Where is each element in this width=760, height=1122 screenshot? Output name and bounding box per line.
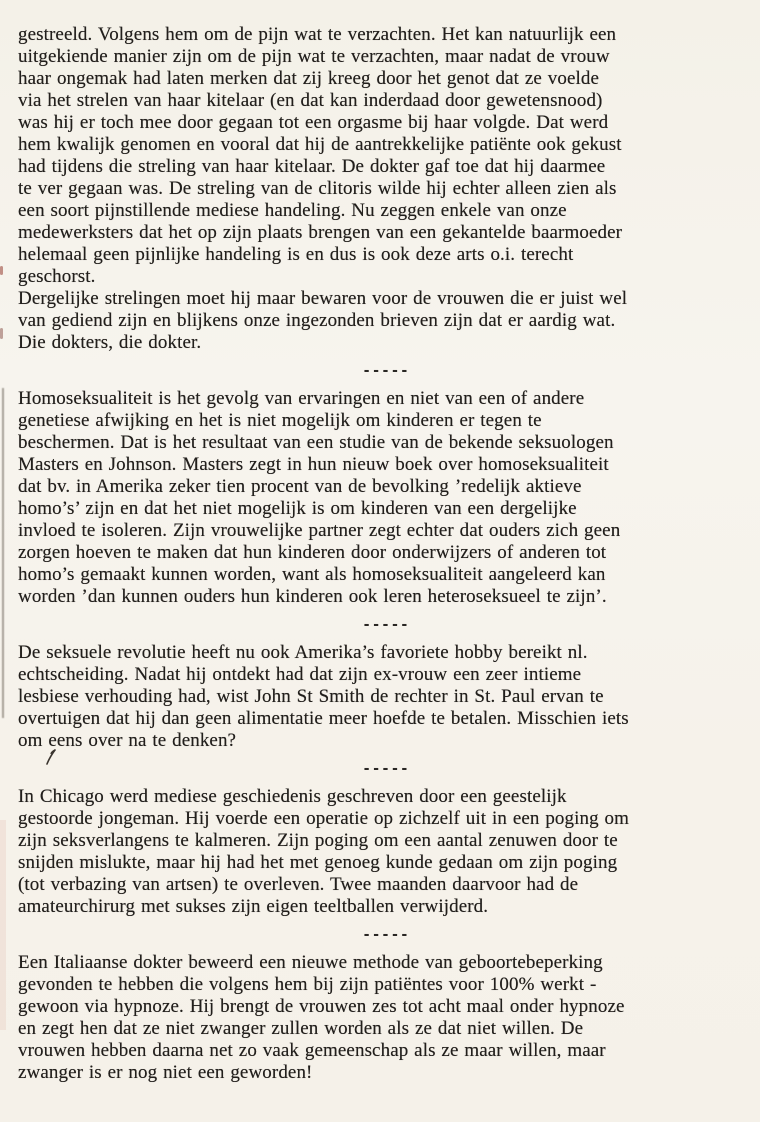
paragraph xyxy=(18,24,754,288)
text-line: beschermen. Dat is het resultaat van een studie van de bekende seksuologen xyxy=(18,432,614,453)
text-line: De seksuele revolutie heeft nu ook Amerika’s favoriete hobby bereikt nl. xyxy=(18,642,588,663)
section-separator xyxy=(18,354,754,388)
text-line: zorgen hoeven te maken dat hun kinderen door onderwijzers of anderen tot xyxy=(18,542,607,563)
text-line: uitgekiende manier zijn om de pijn wat te verzachten, maar nadat de vrouw xyxy=(18,46,610,67)
text-line: was hij er toch mee door gegaan tot een orgasme bij haar volgde. Dat werd xyxy=(18,112,609,133)
text-line: snijden mislukte, maar hij had het met genoeg kunde gedaan om zijn poging xyxy=(18,852,618,873)
text-line: Homoseksualiteit is het gevolg van ervaringen en niet van een of andere xyxy=(18,388,585,409)
text-line: medewerksters dat het op zijn plaats brengen van een gekantelde baarmoeder xyxy=(18,222,623,243)
text-line: gestoorde jongeman. Hij voerde een operatie op zichzelf uit in een poging om xyxy=(18,808,630,829)
document-text xyxy=(18,24,754,1084)
text-line: In Chicago werd mediese geschiedenis geschreven door een geestelijk xyxy=(18,786,567,807)
paragraph xyxy=(18,786,754,918)
text-line: echtscheiding. Nadat hij ontdekt had dat zijn ex-vrouw een zeer intieme xyxy=(18,664,582,685)
text-line: zwanger is er nog niet een geworden! xyxy=(18,1062,313,1083)
separator-dashes: ----- xyxy=(362,761,410,777)
text-line: Dergelijke strelingen moet hij maar bewaren voor de vrouwen die er juist wel xyxy=(18,288,628,309)
paragraph xyxy=(18,642,754,752)
text-line: zijn seksverlangens te kalmeren. Zijn poging om een aantal zenuwen door te xyxy=(18,830,618,851)
text-line: een soort pijnstillende mediese handeling. Nu zeggen enkele van onze xyxy=(18,200,567,221)
scan-tint-artifact xyxy=(0,820,6,1030)
text-line: genetiese afwijking en het is niet mogelijk om kinderen er tegen te xyxy=(18,410,542,431)
text-line: invloed te isoleren. Zijn vrouwelijke partner zegt echter dat ouders zich geen xyxy=(18,520,621,541)
paragraph xyxy=(18,288,754,354)
text-line: geschorst. xyxy=(18,266,96,287)
text-line: van gediend zijn en blijkens onze ingezonden brieven zijn dat er aardig wat. xyxy=(18,310,616,331)
text-line: te ver gegaan was. De streling van de clitoris wilde hij echter alleen zien als xyxy=(18,178,617,199)
text-line: worden ’dan kunnen ouders hun kinderen ook leren heteroseksueel te zijn’. xyxy=(18,586,607,607)
text-line: gestreeld. Volgens hem om de pijn wat te verzachten. Het kan natuurlijk een xyxy=(18,24,617,45)
paragraph xyxy=(18,952,754,1084)
section-separator xyxy=(18,918,754,952)
text-line: haar ongemak had laten merken dat zij kreeg door het genot dat ze voelde xyxy=(18,68,599,89)
text-line: via het strelen van haar kitelaar (en dat kan inderdaad door gewetensnood) xyxy=(18,90,603,111)
pen-mark-icon xyxy=(44,748,60,766)
section-separator xyxy=(18,752,754,786)
section-separator xyxy=(18,608,754,642)
scan-speck xyxy=(0,328,3,339)
text-line: gevonden te hebben die volgens hem bij zijn patiëntes voor 100% werkt - xyxy=(18,974,597,995)
separator-dashes: ----- xyxy=(362,617,410,633)
text-line: lesbiese verhouding had, wist John St Smith de rechter in St. Paul ervan te xyxy=(18,686,604,707)
scan-edge-artifact xyxy=(2,388,4,718)
text-line: gewoon via hypnoze. Hij brengt de vrouwen zes tot acht maal onder hypnoze xyxy=(18,996,625,1017)
text-line: en zegt hen dat ze niet zwanger zullen worden als ze dat niet willen. De xyxy=(18,1018,584,1039)
text-line: dat bv. in Amerika zeker tien procent van de bevolking ’redelijk aktieve xyxy=(18,476,582,497)
text-line: vrouwen hebben daarna net zo vaak gemeenschap als ze maar willen, maar xyxy=(18,1040,606,1061)
text-line: Masters en Johnson. Masters zegt in hun nieuw boek over homoseksualiteit xyxy=(18,454,609,475)
text-line: hem kwalijk genomen en vooral dat hij de aantrekkelijke patiënte ook gekust xyxy=(18,134,622,155)
separator-dashes: ----- xyxy=(362,363,410,379)
text-line: homo’s gemaakt kunnen worden, want als homoseksualiteit aangeleerd kan xyxy=(18,564,606,585)
paragraph xyxy=(18,388,754,608)
text-line: homo’s’ zijn en dat het niet mogelijk is om kinderen van een dergelijke xyxy=(18,498,577,519)
text-line: amateurchirurg met sukses zijn eigen teeltballen verwijderd. xyxy=(18,896,489,917)
text-line: Een Italiaanse dokter beweerd een nieuwe methode van geboortebeperking xyxy=(18,952,603,973)
text-line: helemaal geen pijnlijke handeling is en dus is ook deze arts o.i. terecht xyxy=(18,244,574,265)
text-line: Die dokters, die dokter. xyxy=(18,332,202,353)
text-line: overtuigen dat hij dan geen alimentatie meer hoefde te betalen. Misschien iets xyxy=(18,708,629,729)
separator-dashes: ----- xyxy=(362,927,410,943)
text-line: (tot verbazing van artsen) te overleven. Twee maanden daarvoor had de xyxy=(18,874,579,895)
text-line: had tijdens die streling van haar kitelaar. De dokter gaf toe dat hij daarmee xyxy=(18,156,606,177)
text-line: om eens over na te denken? xyxy=(18,730,237,751)
scan-speck xyxy=(0,266,3,275)
